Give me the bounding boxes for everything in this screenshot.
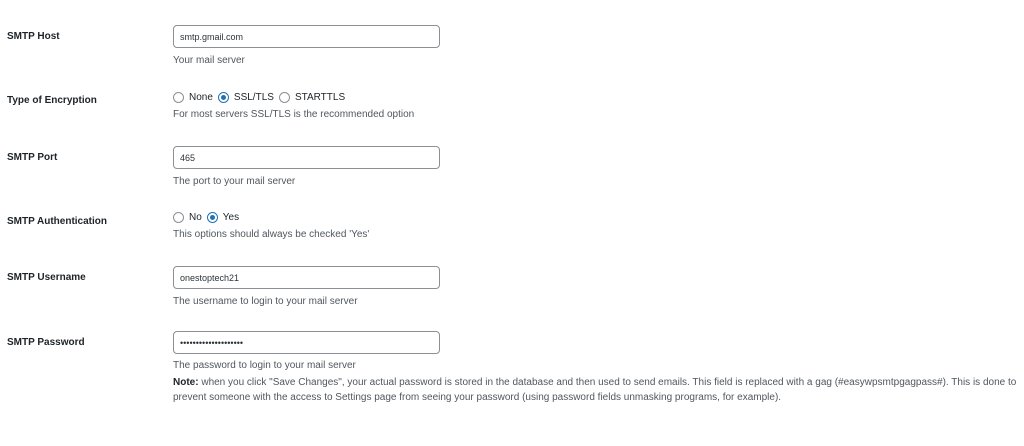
smtp-password-field [173, 331, 1023, 405]
smtp-auth-field [173, 210, 1023, 242]
encryption-label: Type of Encryption [7, 95, 97, 106]
auth-option-no[interactable] [173, 212, 204, 223]
auth-option-yes-label: Yes [222, 211, 240, 223]
note-text: when you click "Save Changes", your actual password is stored in the database and then used to send emails. This field is replaced with a gag (#easywpsmtpgagpass#). This is done to prevent someone with the access to Settings page from seeing your password (using password fields unmasking programs, for example). [173, 377, 1017, 403]
encryption-radio-group [173, 90, 1023, 104]
smtp-username-field [173, 266, 1023, 309]
encryption-field [173, 90, 1023, 122]
smtp-host-description: Your mail server [173, 55, 245, 66]
smtp-password-label: SMTP Password [7, 337, 85, 348]
encryption-option-starttls[interactable] [279, 92, 347, 103]
smtp-auth-description: This options should always be checked 'Yes' [173, 229, 370, 240]
smtp-username-description: The username to login to your mail server [173, 296, 358, 307]
radio-no[interactable] [173, 212, 184, 223]
auth-option-yes[interactable] [207, 212, 241, 223]
encryption-option-ssl-tls-label: SSL/TLS [233, 91, 274, 103]
radio-yes[interactable] [207, 212, 218, 223]
smtp-host-field [173, 25, 1023, 68]
encryption-option-none[interactable] [173, 92, 215, 103]
smtp-password-input[interactable] [173, 331, 440, 354]
encryption-option-ssl-tls[interactable] [218, 92, 276, 103]
encryption-option-none-label: None [189, 91, 213, 103]
smtp-port-description: The port to your mail server [173, 176, 296, 187]
auth-option-no-label: No [189, 211, 202, 223]
note-prefix: Note: [173, 377, 199, 388]
radio-none[interactable] [173, 92, 184, 103]
encryption-description: For most servers SSL/TLS is the recommended option [173, 109, 415, 120]
auth-radio-group [173, 210, 1023, 224]
smtp-host-label: SMTP Host [7, 31, 60, 42]
smtp-port-field [173, 146, 1023, 189]
encryption-option-starttls-label: STARTTLS [294, 91, 346, 103]
smtp-host-input[interactable] [173, 25, 440, 48]
smtp-password-note [173, 375, 1018, 405]
radio-starttls[interactable] [279, 92, 290, 103]
smtp-port-label: SMTP Port [7, 152, 58, 163]
radio-ssl-tls[interactable] [218, 92, 229, 103]
smtp-password-description: The password to login to your mail server [173, 360, 356, 371]
smtp-port-input[interactable] [173, 146, 440, 169]
smtp-username-input[interactable] [173, 266, 440, 289]
smtp-username-label: SMTP Username [7, 272, 86, 283]
smtp-auth-label: SMTP Authentication [7, 216, 107, 227]
